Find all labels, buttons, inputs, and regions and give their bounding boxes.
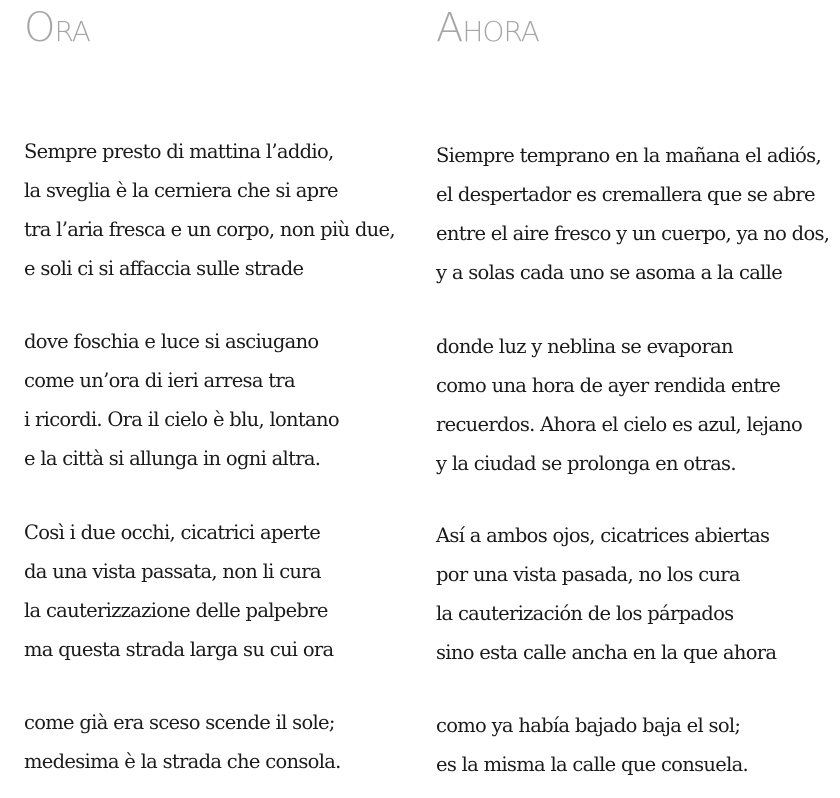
poem-line: medesima è la strada che consola. (24, 750, 341, 773)
poem-line: donde luz y neblina se evaporan (436, 335, 733, 358)
poem-title-italian: Ora (24, 5, 90, 51)
poem-line: e la città si allunga in ogni altra. (24, 447, 321, 470)
poem-line: la sveglia è la cerniera che si apre (24, 179, 338, 202)
poem-line: entre el aire fresco y un cuerpo, ya no dos, (436, 222, 830, 245)
poem-line: Così i due occhi, cicatrici aperte (24, 521, 321, 544)
poem-line: la cauterización de los párpados (436, 602, 734, 625)
poem-line: es la misma la calle que consuela. (436, 753, 749, 776)
poem-line: como una hora de ayer rendida entre (436, 374, 781, 397)
stanza-1 (24, 132, 395, 288)
poem-line: Así a ambos ojos, cicatrices abiertas (436, 524, 770, 547)
poem-line: como ya había bajado baja el sol; (436, 714, 741, 737)
stanza-3 (436, 516, 776, 672)
stanza-4 (436, 706, 748, 784)
poem-line: come un’ora di ieri arresa tra (24, 369, 295, 392)
poem-title-spanish: Ahora (436, 5, 539, 51)
poem-line: ma questa strada larga su cui ora (24, 638, 334, 661)
poem-line: y a solas cada uno se asoma a la calle (436, 261, 783, 284)
poem-line: Siempre temprano en la mañana el adiós, (436, 144, 821, 167)
poem-line: sino esta calle ancha en la que ahora (436, 641, 777, 664)
poem-line: y la ciudad se prolonga en otras. (436, 452, 736, 475)
poem-line: tra l’aria fresca e un corpo, non più due, (24, 218, 395, 241)
poem-line: la cauterizzazione delle palpebre (24, 599, 328, 622)
poem-line: Sempre presto di mattina l’addio, (24, 140, 334, 163)
poem-line: el despertador es cremallera que se abre (436, 183, 815, 206)
poem-line: da una vista passata, non li cura (24, 560, 321, 583)
poem-line: recuerdos. Ahora el cielo es azul, lejano (436, 413, 803, 436)
stanza-2 (436, 327, 802, 483)
poem-line: por una vista pasada, no los cura (436, 563, 740, 586)
stanza-3 (24, 513, 333, 669)
poem-line: come già era sceso scende il sole; (24, 711, 335, 734)
poem-line: e soli ci si affaccia sulle strade (24, 257, 304, 280)
stanza-4 (24, 703, 341, 781)
poem-line: dove foschia e luce si asciugano (24, 330, 319, 353)
stanza-1 (436, 136, 829, 292)
poem-line: i ricordi. Ora il cielo è blu, lontano (24, 408, 339, 431)
stanza-2 (24, 322, 339, 478)
